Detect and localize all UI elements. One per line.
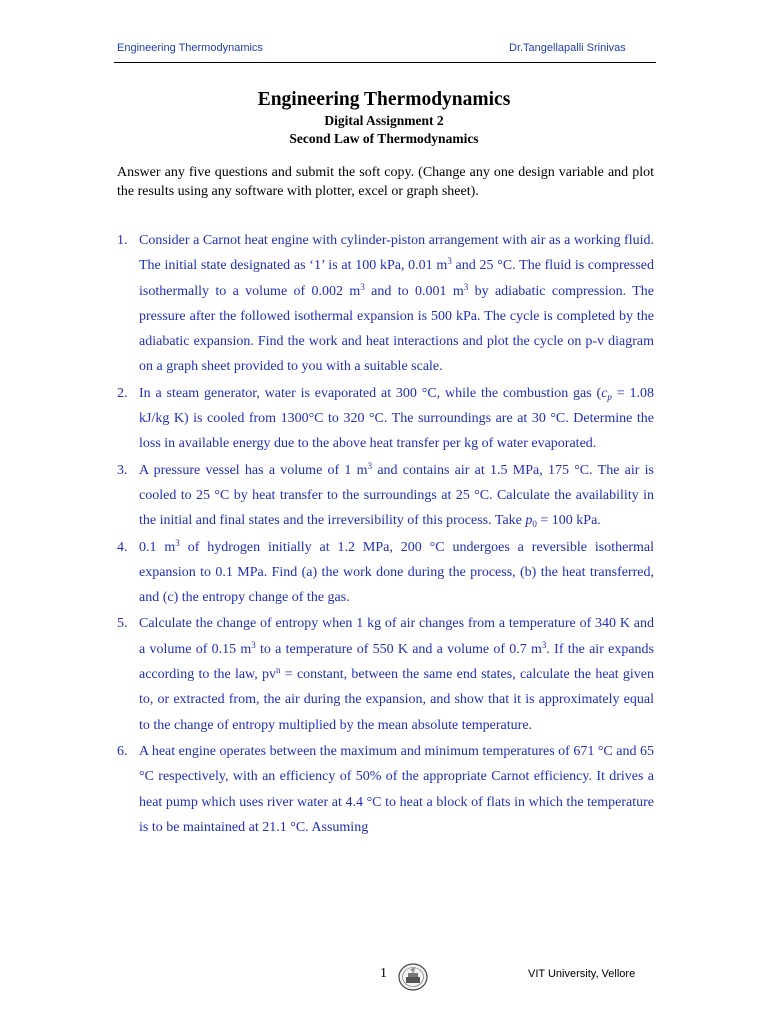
question-number: 3. bbox=[117, 462, 128, 478]
question-item bbox=[117, 381, 654, 457]
seal-text: VIT bbox=[410, 968, 416, 972]
header-rule bbox=[114, 62, 656, 63]
question-text: 0.1 $m^3$ of hydrogen initially at 1.2 MPa, 200 °C undergoes a reversible isothermal expansion to 0.1 MPa. Find (a) the work done during the process, (b) the heat transferred, and (c) the entropy change of the gas. bbox=[139, 537, 654, 606]
question-item bbox=[117, 611, 654, 737]
question-number: 2. bbox=[117, 385, 128, 401]
question-text: Consider a Carnot heat engine with cylinder-piston arrangement with air as a working fluid. The initial state designated as ‘1’ is at 100 kPa, 0.01 $m^3$ and 25 °C. The fluid is compressed isothermally to a volume of 0.002 $m^3$ and to 0.001 $m^3$ by adiabatic compression. The pressure after the followed isothermal expansion is 500 kPa. The cycle is completed by the adiabatic expansion. Find the work and heat interactions and plot the cycle on p-v diagram on a graph sheet provided to you with a suitable scale. bbox=[139, 233, 654, 375]
page-title: Engineering Thermodynamics bbox=[257, 89, 511, 110]
university-seal-icon bbox=[397, 962, 429, 992]
question-number: 4. bbox=[117, 539, 128, 555]
question-item bbox=[117, 458, 654, 534]
question-text: Calculate the change of entropy when 1 kg of air changes from a temperature of 340 K and a volume of 0.15 $m^3$ to a temperature of 550 K and a volume of 0.7 $m^3$. If the air expands according to the law, $pv^n$ = constant, between the same end states, calculate the heat given to, or extracted from, the air during the expansion, and show that it is approximately equal to the change of entropy multiplied by the mean absolute temperature. bbox=[139, 616, 654, 733]
footer-institution: VIT University, Vellore bbox=[528, 968, 636, 980]
page-number: 1 bbox=[380, 966, 387, 981]
question-number: 5. bbox=[117, 616, 128, 632]
question-text: A pressure vessel has a volume of 1 $m^3$ and contains air at 1.5 MPa, 175 °C. The air is cooled to 25 °C by heat transfer to the surroundings at 25 °C. Calculate the availability in the initial and final states and the irreversibility of this process. Take $p_0 = 100$ kPa. bbox=[139, 460, 654, 530]
question-item bbox=[117, 535, 654, 611]
question-item bbox=[117, 739, 654, 840]
subtitle-assignment: Digital Assignment 2 bbox=[324, 113, 444, 128]
question-list bbox=[117, 228, 654, 841]
question-number: 6. bbox=[117, 743, 128, 759]
subtitle-topic: Second Law of Thermodynamics bbox=[289, 131, 479, 146]
question-text: In a steam generator, water is evaporated at 300 °C, while the combustion gas ($c_p = 1.08$ kJ/kg K) is cooled from 1300°C to 320 °C. The surroundings are at 30 °C. Determine the loss in available energy due to the above heat transfer per kg of water evaporated. bbox=[139, 385, 654, 452]
instructions: Answer any five questions and submit the soft copy. (Change any one design variable and plot the results using any software with plotter, excel or graph sheet). bbox=[117, 165, 654, 199]
question-item bbox=[117, 228, 654, 380]
question-number: 1. bbox=[117, 233, 128, 248]
header-left: Engineering Thermodynamics bbox=[117, 42, 263, 54]
header-right: Dr.Tangellapalli Srinivas bbox=[509, 42, 626, 54]
question-text: A heat engine operates between the maximum and minimum temperatures of 671 °C and 65 °C respectively, with an efficiency of 50% of the appropriate Carnot efficiency. It drives a heat pump which uses river water at 4.4 °C to heat a block of flats in which the temperature is to be maintained at 21.1 °C. Assuming bbox=[139, 743, 654, 835]
